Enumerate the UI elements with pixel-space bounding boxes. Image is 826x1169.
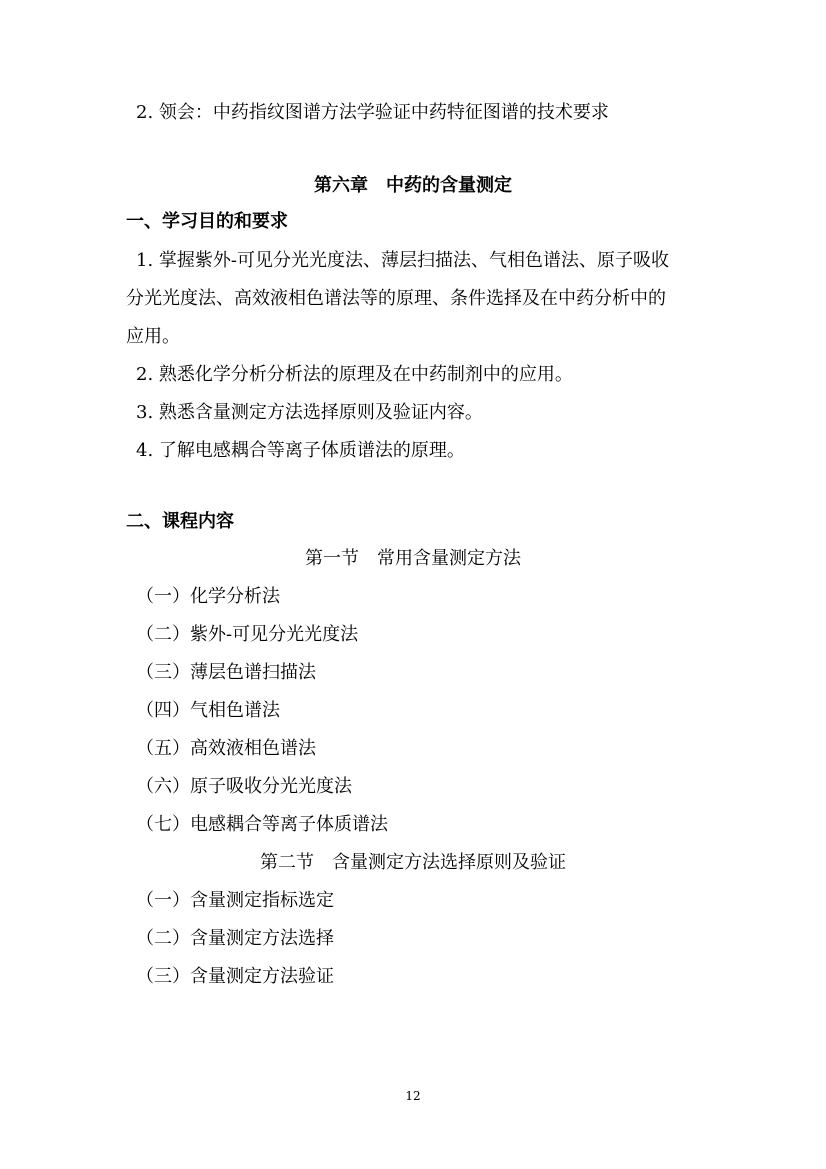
part-title-2: 第二节 含量测定方法选择原则及验证 (260, 852, 566, 873)
list-item: （二）含量测定方法选择 (136, 928, 334, 949)
objective-item-1-line-3: 应用。 (126, 326, 180, 347)
part-title-1: 第一节 常用含量测定方法 (305, 548, 521, 569)
list-item: （三）薄层色谱扫描法 (136, 662, 316, 683)
section-heading-content: 二、课程内容 (126, 511, 234, 532)
list-item: （五）高效液相色谱法 (136, 738, 316, 759)
list-item: （一）化学分析法 (136, 586, 280, 607)
page-number: 12 (405, 1089, 421, 1103)
chapter-title: 第六章 中药的含量测定 (314, 175, 512, 196)
objective-item-4: 4. 了解电感耦合等离子体质谱法的原理。 (136, 440, 465, 461)
objective-item-1-line-1: 1. 掌握紫外-可见分光光度法、薄层扫描法、气相色谱法、原子吸收 (136, 250, 669, 271)
list-item: （一）含量测定指标选定 (136, 890, 334, 911)
objective-item-3: 3. 熟悉含量测定方法选择原则及验证内容。 (136, 402, 483, 423)
list-item: （二）紫外-可见分光光度法 (136, 624, 359, 645)
list-item-top: 2. 领会：中药指纹图谱方法学验证中药特征图谱的技术要求 (136, 102, 609, 123)
list-item: （三）含量测定方法验证 (136, 966, 334, 987)
list-item: （六）原子吸收分光光度法 (136, 776, 352, 797)
list-item: （七）电感耦合等离子体质谱法 (136, 814, 388, 835)
section-heading-objectives: 一、学习目的和要求 (126, 211, 288, 232)
objective-item-1-line-2: 分光光度法、高效液相色谱法等的原理、条件选择及在中药分析中的 (126, 288, 666, 309)
objective-item-2: 2. 熟悉化学分析分析法的原理及在中药制剂中的应用。 (136, 364, 573, 385)
list-item: （四）气相色谱法 (136, 700, 280, 721)
